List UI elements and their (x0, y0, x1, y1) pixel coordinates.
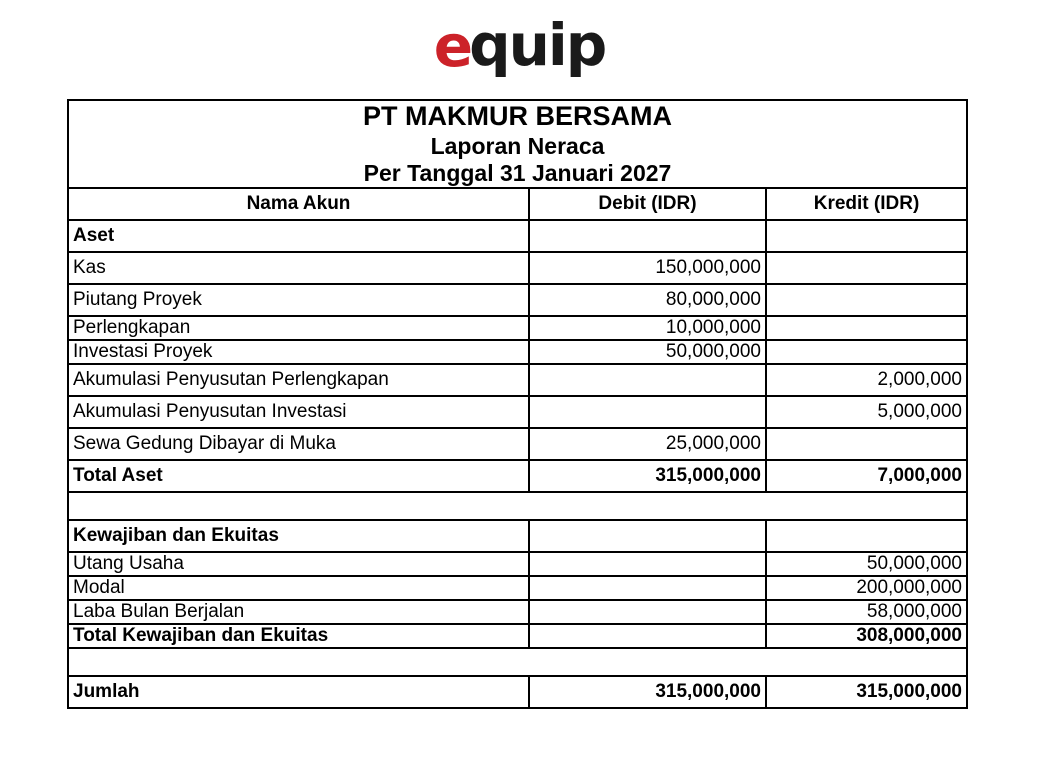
table-row (68, 552, 967, 576)
account-credit: 58,000,000 (766, 600, 967, 624)
account-name: Kewajiban dan Ekuitas (68, 520, 529, 552)
account-name: Kas (68, 252, 529, 284)
equip-logo (433, 11, 606, 80)
table-row-total-liabilities-equity (68, 624, 967, 648)
logo-e-mark: e (433, 12, 472, 80)
account-name: Modal (68, 576, 529, 600)
balance-table (67, 99, 968, 709)
account-credit (766, 220, 967, 252)
table-row (68, 428, 967, 460)
account-credit: 5,000,000 (766, 396, 967, 428)
account-debit (529, 396, 766, 428)
account-name: Utang Usaha (68, 552, 529, 576)
account-debit (529, 552, 766, 576)
table-row (68, 364, 967, 396)
account-name: Total Kewajiban dan Ekuitas (68, 624, 529, 648)
account-credit (766, 284, 967, 316)
account-debit: 315,000,000 (529, 676, 766, 708)
account-name: Total Aset (68, 460, 529, 492)
table-row (68, 316, 967, 340)
column-header-credit: Kredit (IDR) (766, 188, 967, 220)
account-debit (529, 220, 766, 252)
table-spacer-row (68, 648, 967, 676)
account-debit: 10,000,000 (529, 316, 766, 340)
table-row-total-assets (68, 460, 967, 492)
brand-logo (0, 11, 1039, 80)
account-name: Akumulasi Penyusutan Investasi (68, 396, 529, 428)
table-row (68, 396, 967, 428)
column-header-name: Nama Akun (68, 188, 529, 220)
table-row-grand-total (68, 676, 967, 708)
account-name: Jumlah (68, 676, 529, 708)
table-header-row (68, 188, 967, 220)
report-period: Per Tanggal 31 Januari 2027 (363, 159, 672, 186)
account-credit (766, 428, 967, 460)
logo-wordmark: quip (469, 11, 606, 79)
account-name: Piutang Proyek (68, 284, 529, 316)
account-debit (529, 576, 766, 600)
account-debit: 25,000,000 (529, 428, 766, 460)
account-credit (766, 340, 967, 364)
account-debit: 80,000,000 (529, 284, 766, 316)
account-debit: 50,000,000 (529, 340, 766, 364)
account-name: Laba Bulan Berjalan (68, 600, 529, 624)
account-credit (766, 316, 967, 340)
report-title-row (68, 100, 967, 188)
table-row (68, 220, 967, 252)
report-name: Laporan Neraca (430, 132, 605, 159)
account-debit (529, 624, 766, 648)
table-spacer-row (68, 492, 967, 520)
account-credit: 7,000,000 (766, 460, 967, 492)
account-credit: 50,000,000 (766, 552, 967, 576)
account-debit (529, 600, 766, 624)
account-name: Akumulasi Penyusutan Perlengkapan (68, 364, 529, 396)
account-credit: 308,000,000 (766, 624, 967, 648)
table-row (68, 576, 967, 600)
table-row (68, 252, 967, 284)
balance-sheet (67, 99, 966, 709)
report-title-cell (68, 100, 967, 188)
account-name: Perlengkapan (68, 316, 529, 340)
table-row (68, 600, 967, 624)
table-row (68, 284, 967, 316)
account-name: Sewa Gedung Dibayar di Muka (68, 428, 529, 460)
spacer-cell (68, 648, 967, 676)
table-row (68, 340, 967, 364)
account-credit: 200,000,000 (766, 576, 967, 600)
account-debit: 150,000,000 (529, 252, 766, 284)
account-name: Investasi Proyek (68, 340, 529, 364)
account-debit (529, 520, 766, 552)
column-header-debit: Debit (IDR) (529, 188, 766, 220)
account-name: Aset (68, 220, 529, 252)
account-credit: 2,000,000 (766, 364, 967, 396)
account-credit: 315,000,000 (766, 676, 967, 708)
account-debit: 315,000,000 (529, 460, 766, 492)
company-name: PT MAKMUR BERSAMA (363, 101, 672, 131)
account-credit (766, 520, 967, 552)
account-debit (529, 364, 766, 396)
table-row (68, 520, 967, 552)
spacer-cell (68, 492, 967, 520)
account-credit (766, 252, 967, 284)
